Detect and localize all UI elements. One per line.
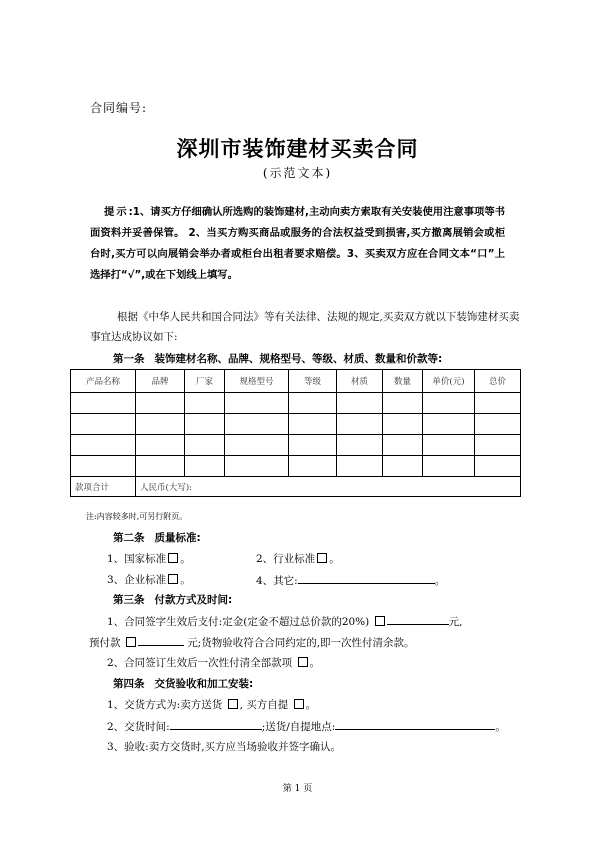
table-note: 注:内容较多时,可另行附页。 [86, 512, 188, 521]
table-cell[interactable] [475, 414, 521, 435]
quality-option-enterprise: 3、企业标准 。 [107, 574, 191, 586]
col-unit-price: 单价(元) [423, 370, 475, 393]
acceptance-clause: 3、验收:卖方交货时,买方应当场验收并签字确认。 [107, 741, 342, 753]
article-3-title: 付款方式及时间: [154, 594, 233, 606]
table-row [71, 456, 521, 477]
quality-national-checkbox[interactable] [168, 553, 178, 563]
article-4-heading [113, 676, 253, 691]
article-1-number: 第一条 [113, 353, 145, 365]
quality-option-national: 1、国家标准 。 [107, 553, 191, 565]
intro-paragraph: 根据《中华人民共和国合同法》等有关法律、法规的规定,买卖双方就以下装饰建材买卖事宜达成协议如下: [90, 311, 520, 343]
payment-1-checkbox[interactable] [375, 616, 385, 626]
quality-other-input[interactable] [298, 572, 435, 584]
table-cell[interactable] [383, 435, 423, 456]
article-3-number: 第三条 [113, 594, 145, 606]
col-brand: 品牌 [136, 370, 185, 393]
table-cell[interactable] [136, 435, 185, 456]
table-cell[interactable] [289, 435, 337, 456]
payment-1-text: 1、合同签字生效后支付:定金(定金不超过总价款的20%) [107, 616, 370, 628]
table-cell[interactable] [185, 414, 225, 435]
article-2-number: 第二条 [113, 532, 145, 544]
prepayment-label: 预付款 [89, 637, 121, 649]
table-cell[interactable] [423, 414, 475, 435]
quality-option-other: 4、其它: 。 [256, 572, 445, 588]
delivery-place-input[interactable] [335, 718, 495, 730]
delivery-buyer-checkbox[interactable] [294, 699, 304, 709]
delivery-time-input[interactable] [170, 718, 262, 730]
table-cell[interactable] [383, 414, 423, 435]
table-cell[interactable] [337, 393, 383, 414]
table-row [71, 393, 521, 414]
table-cell[interactable] [185, 393, 225, 414]
quality-industry-checkbox[interactable] [317, 553, 327, 563]
table-cell[interactable] [136, 414, 185, 435]
table-cell[interactable] [423, 456, 475, 477]
table-cell[interactable] [383, 456, 423, 477]
delivery-seller-label: 1、交货方式为:卖方送货 [107, 699, 223, 711]
delivery-seller-checkbox[interactable] [228, 699, 238, 709]
delivery-buyer-label: , 买方自提 [239, 699, 289, 711]
table-cell[interactable] [225, 393, 289, 414]
payment-2-text: 2、合同签订生效后一次性付清全部款项 [107, 657, 293, 669]
total-amount-field[interactable]: 人民币(大写): [136, 477, 521, 497]
quality-industry-label: 2、行业标准 [256, 553, 316, 565]
document-subtitle: (示范文本) [262, 166, 333, 180]
notice-text: :1、请买方仔细确认所选购的装饰建材,主动向卖方索取有关安装使用注意事项等书面资料并妥善保管。 2、当买方购买商品或服务的合法权益受到损害,买方撤离展销会或柜台时,买方可以向展销会举办者或柜台出租者要求赔偿。3、买卖双方应在合同文本“口”上选择打“√”,或在下划线上填写。 [90, 206, 505, 281]
table-cell[interactable] [423, 435, 475, 456]
article-1-title: 装饰建材名称、品牌、规格型号、等级、材质、数量和价款等: [154, 353, 443, 365]
notice-lead: 提示 [104, 206, 129, 218]
article-2-title: 质量标准: [154, 532, 201, 544]
delivery-place-label: ;送货/自提地点: [261, 721, 336, 733]
table-cell[interactable] [383, 393, 423, 414]
quality-other-label: 4、其它: [256, 575, 298, 587]
col-product-name: 产品名称 [71, 370, 136, 393]
table-cell[interactable] [71, 414, 136, 435]
article-2-heading [113, 530, 201, 545]
quality-national-label: 1、国家标准 [107, 553, 167, 565]
table-cell[interactable] [225, 414, 289, 435]
table-cell[interactable] [185, 435, 225, 456]
quality-enterprise-label: 3、企业标准 [107, 574, 167, 586]
prepayment-checkbox[interactable] [126, 637, 136, 647]
table-cell[interactable] [71, 435, 136, 456]
table-cell[interactable] [289, 456, 337, 477]
table-cell[interactable] [475, 393, 521, 414]
deposit-unit: 元, [448, 616, 463, 628]
table-cell[interactable] [136, 393, 185, 414]
deposit-amount-input[interactable] [387, 613, 449, 625]
table-cell[interactable] [289, 414, 337, 435]
goods-table [70, 369, 521, 497]
prepayment-rest: 元;货物验收符合合同约定的,即一次性付清余款。 [187, 637, 415, 649]
article-1-heading [113, 351, 442, 366]
table-cell[interactable] [185, 456, 225, 477]
col-quantity: 数量 [383, 370, 423, 393]
col-material: 材质 [337, 370, 383, 393]
page-footer: 第 1 页 [282, 784, 313, 794]
table-cell[interactable] [136, 456, 185, 477]
delivery-time-place: 2、交货时间: ;送货/自提地点: 。 [107, 718, 506, 734]
payment-option-2: 2、合同签订生效后一次性付清全部款项 。 [107, 657, 321, 669]
goods-table-header [71, 370, 521, 393]
payment-option-1-cont [89, 634, 415, 650]
table-cell[interactable] [71, 456, 136, 477]
table-cell[interactable] [423, 393, 475, 414]
delivery-time-label: 2、交货时间: [107, 721, 170, 733]
article-4-title: 交货验收和加工安装: [154, 678, 254, 690]
table-row [71, 435, 521, 456]
table-cell[interactable] [289, 393, 337, 414]
table-cell[interactable] [337, 414, 383, 435]
col-manufacturer: 厂家 [185, 370, 225, 393]
contract-number-label: 合同编号: [90, 101, 148, 115]
table-cell[interactable] [337, 435, 383, 456]
table-cell[interactable] [225, 456, 289, 477]
table-cell[interactable] [475, 435, 521, 456]
article-4-number: 第四条 [113, 678, 145, 690]
table-cell[interactable] [475, 456, 521, 477]
table-row [71, 414, 521, 435]
article-3-heading [113, 592, 232, 607]
col-model: 规格型号 [225, 370, 289, 393]
col-grade: 等级 [289, 370, 337, 393]
table-total-row [71, 477, 521, 497]
payment-2-checkbox[interactable] [298, 657, 308, 667]
table-cell[interactable] [71, 393, 136, 414]
table-cell[interactable] [337, 456, 383, 477]
col-total: 总价 [475, 370, 521, 393]
notice-block [90, 202, 505, 286]
table-cell[interactable] [225, 435, 289, 456]
quality-option-industry: 2、行业标准 。 [256, 553, 340, 565]
document-title: 深圳市装饰建材买卖合同 [176, 137, 419, 161]
delivery-method: 1、交货方式为:卖方送货 , 买方自提 。 [107, 699, 317, 711]
payment-option-1 [107, 613, 462, 629]
total-label: 款项合计 [71, 477, 136, 497]
quality-enterprise-checkbox[interactable] [168, 574, 178, 584]
prepayment-amount-input[interactable] [138, 634, 184, 646]
